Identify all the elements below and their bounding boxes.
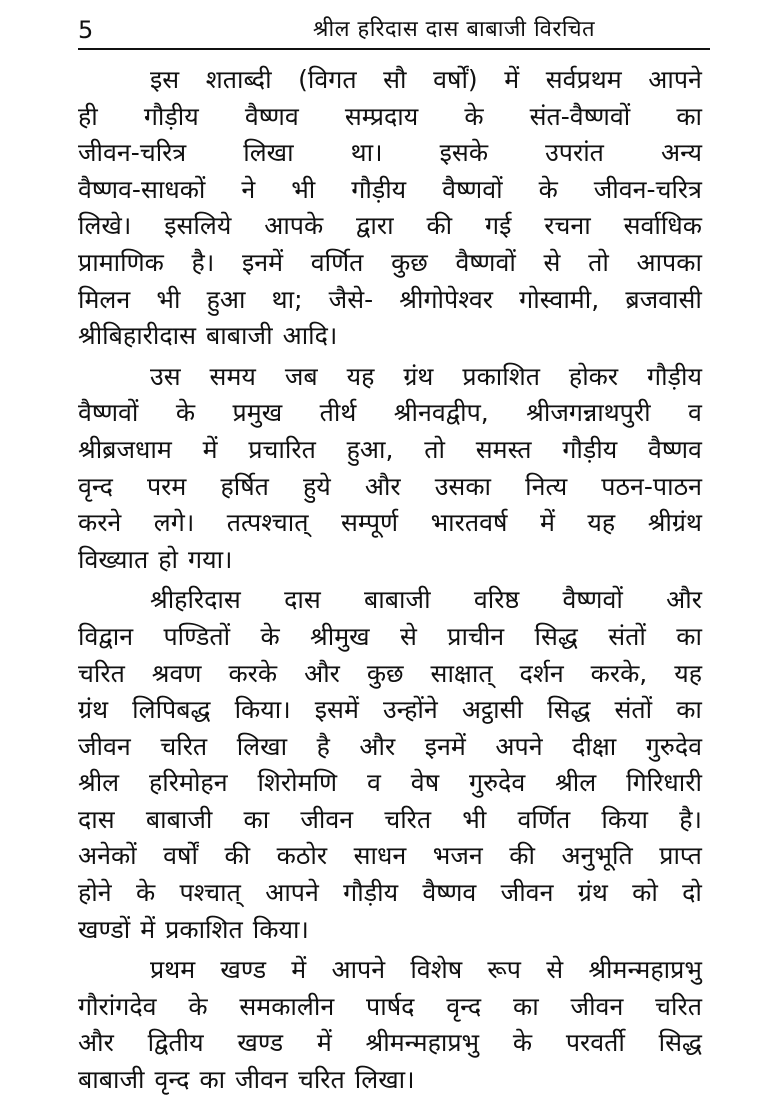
text-line <box>78 469 702 506</box>
word: हुआ <box>206 284 246 314</box>
text-line <box>78 912 702 949</box>
word: लिखे। <box>78 211 132 241</box>
word: वैष्णव-साधकों <box>78 174 206 204</box>
word: की <box>224 841 251 871</box>
text-line <box>78 172 702 209</box>
text-line <box>78 318 702 355</box>
word: गौड़ीय <box>343 878 399 908</box>
word: पश्चात् <box>179 878 241 908</box>
word: के <box>260 621 280 651</box>
word: गुरुदेव <box>645 731 702 761</box>
word: लिखा <box>236 731 288 761</box>
word: भारतवर्ष <box>430 508 508 538</box>
word: बाबाजी <box>206 321 273 351</box>
word: श्रीगोपेश्वर <box>399 284 493 314</box>
word: गौड़ीय <box>562 434 618 464</box>
word: प्रामाणिक <box>78 247 164 277</box>
word: से <box>543 247 561 277</box>
word: द्वारा <box>356 211 394 241</box>
word: ही <box>78 101 98 131</box>
word: परवर्ती <box>565 1028 625 1058</box>
word: जैसे- <box>328 284 374 314</box>
word: गौड़ीय <box>351 174 407 204</box>
word: ग्रंथ <box>403 361 434 391</box>
text-line <box>78 1025 702 1062</box>
word: चरित <box>655 991 702 1021</box>
word: खण्ड <box>220 955 267 985</box>
text-line <box>78 765 702 802</box>
word: विशेष <box>410 955 463 985</box>
word: ग्रंथ <box>78 695 109 725</box>
word: की <box>426 211 453 241</box>
word: किया। <box>252 914 309 944</box>
word: लिखा <box>243 138 294 168</box>
word: के <box>135 878 156 908</box>
text-line <box>78 838 702 875</box>
word: खण्ड <box>237 1028 284 1058</box>
text-line <box>78 395 702 432</box>
word: इस <box>150 65 180 94</box>
word: के <box>512 1028 533 1058</box>
word: श्रील <box>78 768 120 798</box>
word: गौड़ीय <box>143 101 199 131</box>
word: और <box>359 731 396 761</box>
word: प्रकाशित <box>165 914 243 944</box>
text-line <box>78 656 702 693</box>
word: मिलन <box>78 284 131 314</box>
text-line <box>78 62 702 99</box>
word: होने <box>78 878 112 908</box>
word: बाबाजी <box>364 585 431 615</box>
word: साधन <box>353 841 407 871</box>
word: चरित <box>384 804 432 834</box>
text-line <box>78 208 702 245</box>
word: संतों <box>614 695 653 725</box>
text-line <box>78 99 702 136</box>
word: में <box>202 434 218 464</box>
word: रचना <box>544 211 591 241</box>
word: गौरांगदेव <box>78 991 157 1021</box>
word: का <box>513 991 539 1021</box>
word: था। <box>350 138 383 168</box>
word: और <box>78 1028 114 1058</box>
word: आपका <box>636 247 702 277</box>
word: हो <box>158 544 178 574</box>
word: प्राप्त <box>659 841 702 871</box>
word: सिद्ध <box>658 1028 702 1058</box>
word: श्रील <box>555 768 597 798</box>
word: करने <box>78 508 122 538</box>
word: का <box>676 621 702 651</box>
word: चरित <box>78 658 125 688</box>
word: संतों <box>608 621 646 651</box>
word: वैष्णवों <box>455 247 516 277</box>
word: व <box>367 768 381 798</box>
page-number: 5 <box>78 16 94 44</box>
text-line <box>78 542 702 579</box>
word: किया <box>601 804 649 834</box>
word: विख्यात <box>78 544 149 574</box>
word: गोस्वामी, <box>519 284 600 314</box>
word: अपने <box>495 731 543 761</box>
word: भी <box>156 284 181 314</box>
word: हुआ, <box>346 434 394 464</box>
word: इनमें <box>424 731 466 761</box>
word: तो <box>424 434 445 464</box>
header-rule <box>78 48 710 50</box>
word: वैष्णवों <box>562 585 623 615</box>
word: भजन <box>432 841 483 871</box>
word: जीवन-चरित्र <box>593 174 702 204</box>
word: जीवन <box>78 731 131 761</box>
paragraph <box>78 952 702 1098</box>
word: श्रीबिहारीदास <box>78 321 197 351</box>
word: अनेकों <box>78 841 137 871</box>
text-line <box>78 619 702 656</box>
word: श्रीमुख <box>310 621 370 651</box>
word: कुछ <box>391 247 428 277</box>
word: में <box>291 955 307 985</box>
text-line <box>78 505 702 542</box>
word: श्रीजगन्नाथपुरी <box>526 398 651 428</box>
word: तीर्थ <box>319 398 357 428</box>
word: पठन-पाठन <box>601 471 702 501</box>
word: वैष्णवों <box>78 398 139 428</box>
word: रूप <box>487 955 522 985</box>
word: तत्पश्चात् <box>226 508 309 538</box>
word: गिरिधारी <box>626 768 702 798</box>
word: समस्त <box>475 434 532 464</box>
word: श्रीब्रजधाम <box>78 434 172 464</box>
word: प्रकाशित <box>462 361 540 391</box>
word: सम्प्रदाय <box>344 101 419 131</box>
word: हरिमोहन <box>149 768 228 798</box>
word: में <box>539 508 555 538</box>
word: श्रीग्रंथ <box>647 508 702 538</box>
word: जीवन <box>235 1065 288 1095</box>
word: से <box>546 955 564 985</box>
word: जब <box>284 361 318 391</box>
word: तो <box>588 247 609 277</box>
word: सिद्ध <box>534 621 578 651</box>
word: लिपिबद्ध <box>132 695 211 725</box>
paragraph <box>78 582 702 948</box>
word: इसलिये <box>164 211 232 241</box>
word: वर्णित <box>310 247 364 277</box>
text-line <box>78 692 702 729</box>
word: हर्षित <box>220 471 269 501</box>
word: द्वितीय <box>147 1028 204 1058</box>
word: वैष्णव <box>422 878 477 908</box>
word: परम <box>146 471 187 501</box>
word: संत-वैष्णवों <box>529 101 631 131</box>
word: के <box>175 398 196 428</box>
word: लगे। <box>153 508 195 538</box>
text-line <box>78 875 702 912</box>
word: भी <box>291 174 316 204</box>
word: दास <box>284 585 321 615</box>
word: प्रमुख <box>232 398 283 428</box>
word: का <box>243 804 270 834</box>
word: जीवन <box>500 878 554 908</box>
word: सर्वाधिक <box>623 211 702 241</box>
word: लिखा। <box>354 1065 415 1095</box>
word: है। <box>679 804 702 834</box>
text-line <box>78 359 702 396</box>
word: प्रचारित <box>248 434 316 464</box>
word: उस <box>150 361 181 391</box>
word: अन्य <box>660 138 702 168</box>
text-line <box>78 432 702 469</box>
paragraph <box>78 62 702 355</box>
word: चरित <box>160 731 208 761</box>
word: वैष्णवों <box>442 174 503 204</box>
word: जीवन-चरित्र <box>78 138 187 168</box>
word: दास <box>78 804 115 834</box>
word: वरिष्ठ <box>473 585 520 615</box>
word: विद्वान <box>78 621 134 651</box>
word: (विगत <box>298 65 357 94</box>
word: पण्डितों <box>163 621 231 651</box>
word: आपने <box>265 878 319 908</box>
word: उसका <box>434 471 492 501</box>
word: आपने <box>331 955 386 985</box>
word: है। <box>191 247 215 277</box>
word: यह <box>587 508 616 538</box>
word: श्रीमन्महाप्रभु <box>588 955 702 985</box>
word: के <box>188 991 208 1021</box>
word: दर्शन <box>519 658 564 688</box>
word: का <box>676 695 702 725</box>
word: का <box>199 1065 226 1095</box>
word: गई <box>485 211 512 241</box>
text-line <box>78 135 702 172</box>
word: उन्होंने <box>382 695 438 725</box>
word: वृन्द <box>446 991 482 1021</box>
word: सम्पूर्ण <box>340 508 399 538</box>
word: दीक्षा <box>572 731 617 761</box>
word: ब्रजवासी <box>625 284 702 314</box>
word: गया। <box>188 544 233 574</box>
word: वेष <box>410 768 440 798</box>
word: होकर <box>568 361 619 391</box>
word: बाबाजी <box>145 804 213 834</box>
word: नित्य <box>525 471 568 501</box>
word: अट्ठासी <box>461 695 524 725</box>
word: है <box>316 731 330 761</box>
running-header <box>78 12 710 48</box>
word: यह <box>346 361 375 391</box>
word: में <box>504 65 520 94</box>
word: गौड़ीय <box>647 361 702 391</box>
word: करके <box>228 658 278 688</box>
word: जीवन <box>300 804 354 834</box>
word: वैष्णव <box>648 434 702 464</box>
word: श्रवण <box>151 658 202 688</box>
word: श्रीमन्महाप्रभु <box>365 1028 480 1058</box>
word: कठोर <box>276 841 328 871</box>
word: सर्वप्रथम <box>545 65 622 94</box>
word: से <box>399 621 417 651</box>
text-line <box>78 582 702 619</box>
word: में <box>140 914 156 944</box>
word: हुये <box>302 471 331 501</box>
word: और <box>304 658 340 688</box>
word: प्राचीन <box>447 621 505 651</box>
word: करके, <box>590 658 648 688</box>
word: के <box>538 174 558 204</box>
word: श्रीनवद्वीप, <box>393 398 489 428</box>
running-title: श्रील हरिदास दास बाबाजी विरचित <box>312 17 596 42</box>
word: समकालीन <box>239 991 335 1021</box>
body-text <box>78 62 702 1103</box>
word: आपने <box>648 65 702 94</box>
word: शताब्दी <box>205 65 272 94</box>
word: उपरांत <box>545 138 604 168</box>
word: इसमें <box>314 695 359 725</box>
word: की <box>509 841 535 871</box>
word: और <box>364 471 401 501</box>
word: दो <box>682 878 702 908</box>
word: जीवन <box>570 991 624 1021</box>
word: साक्षात् <box>430 658 493 688</box>
word: गुरुदेव <box>469 768 526 798</box>
word: सिद्ध <box>547 695 591 725</box>
word: के <box>464 101 484 131</box>
word: अनुभूति <box>561 841 633 871</box>
word: इसके <box>439 138 489 168</box>
word: और <box>666 585 702 615</box>
word: वर्षों <box>163 841 198 871</box>
word: आदि। <box>282 321 338 351</box>
word: सौ <box>383 65 407 94</box>
word: प्रथम <box>150 955 196 985</box>
word: भी <box>462 804 487 834</box>
text-line <box>78 282 702 319</box>
text-line <box>78 989 702 1026</box>
word: ने <box>241 174 256 204</box>
word: ग्रंथ <box>577 878 608 908</box>
text-line <box>78 952 702 989</box>
paragraph <box>78 359 702 579</box>
word: था; <box>271 284 303 314</box>
text-line <box>78 802 702 839</box>
word: समय <box>209 361 256 391</box>
text-line <box>78 1062 702 1099</box>
text-line <box>78 729 702 766</box>
word: आपके <box>264 211 324 241</box>
word: यह <box>674 658 702 688</box>
word: व <box>688 398 702 428</box>
text-line <box>78 245 702 282</box>
word: वृन्द <box>78 471 113 501</box>
word: इनमें <box>241 247 284 277</box>
word: कुछ <box>366 658 404 688</box>
word: का <box>676 101 702 131</box>
word: में <box>316 1028 332 1058</box>
word: को <box>632 878 658 908</box>
word: पार्षद <box>366 991 415 1021</box>
word: खण्डों <box>78 914 131 944</box>
word: वर्णित <box>517 804 571 834</box>
word: चरित <box>297 1065 345 1095</box>
word: बाबाजी <box>78 1065 145 1095</box>
word: वैष्णव <box>244 101 299 131</box>
word: शिरोमणि <box>257 768 338 798</box>
word: किया। <box>234 695 291 725</box>
word: वर्षों) <box>433 65 478 94</box>
word: वृन्द <box>154 1065 190 1095</box>
word: श्रीहरिदास <box>150 585 241 615</box>
